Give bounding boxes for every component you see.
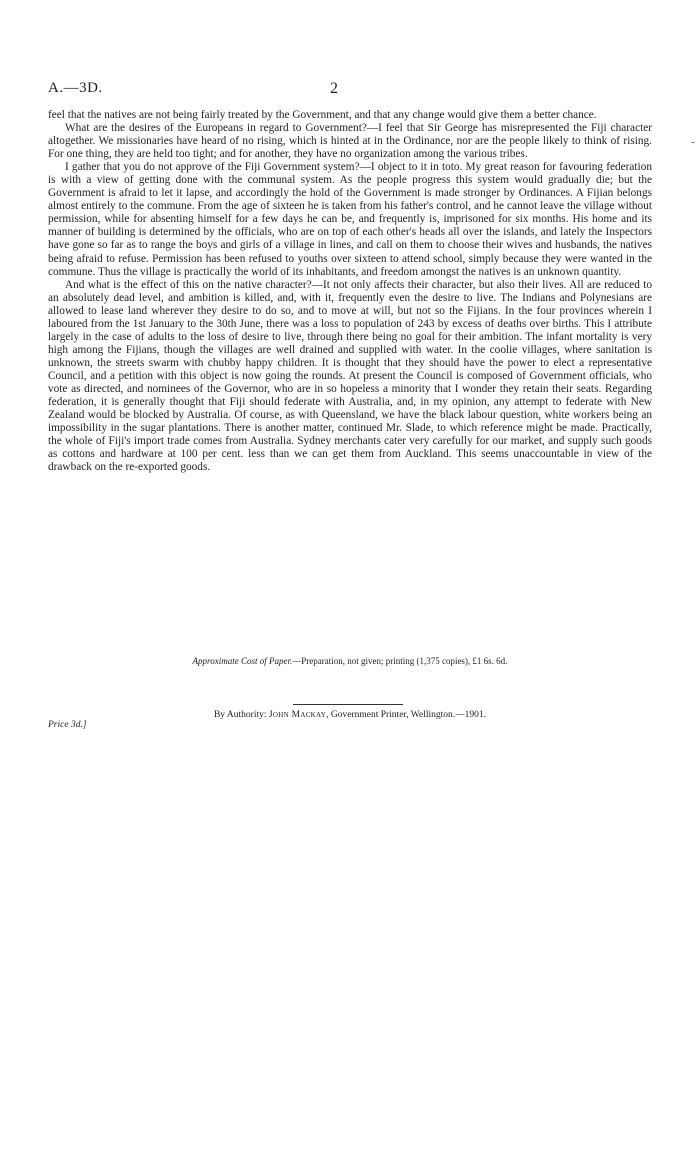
document-reference: A.—3D. (48, 80, 103, 96)
paragraph-government-system: I gather that you do not approve of the Fiji Government system?—I object to it in toto. My great reason for favouring federation is with a view of getting done with the communal system. As the people progress this system would gradually die; but the Government is afraid to let it lapse, and accordingly the hold of the Government is made stronger by Ordinances. A Fijian belongs almost entirely to the commune. From the age of sixteen he is taken from his father's control, and he cannot leave the village without permission, while for absenting himself for a few days he can be, and frequently is, imprisoned for six months. His home and its manner of building is determined by the officials, who are on top of each other's heads all over the islands, and lately the Inspectors have gone so far as to range the boys and girls of a village in lines, and call on them to choose their wives and husbands, the natives being afraid to refuse. Permission has been refused to youths over sixteen to attend school, simply because they were wanted in the commune. Thus the village is practically the world of its inhabitants, and freedom amongst the natives is an unknown quantity. (48, 161, 652, 278)
printer-name: John Mackay (268, 710, 327, 720)
margin-mark: - (691, 136, 695, 148)
page-number: 2 (330, 80, 338, 97)
cost-label: Approximate Cost of Paper. (192, 656, 293, 666)
printer-authority (48, 710, 652, 720)
price-note: Price 3d.] (48, 720, 87, 730)
paragraph-europeans-desires: What are the desires of the Europeans in regard to Government?—I feel that Sir George has misrepresented the Fiji character altogether. We missionaries have heard of no rising, which is hinted at in the Ordinance, nor are the people likely to think of rising. For one thing, they are held too tight; and for another, they have no organization among the various tribes. (48, 122, 652, 161)
divider-rule (293, 704, 403, 705)
body-text (48, 109, 652, 474)
paragraph-continuation: feel that the natives are not being fairly treated by the Government, and that any change would give them a better chance. (48, 109, 597, 121)
paragraph-native-character: And what is the effect of this on the native character?—It not only affects their character, but also their lives. All are reduced to an absolutely dead level, and ambition is killed, and, with it, frequently even the desire to live. The Indians and Polynesians are allowed to lease land wherever they desire to do so, and to move at will, but not so the Fijians. In the four provinces wherein I laboured from the 1st January to the 30th June, there was a loss to population of 243 by excess of deaths over births. This I attribute largely in the case of adults to the loss of desire to live, through there being no goal for their ambition. The infant mortality is very high among the Fijians, though the villages are well drained and supplied with water. In the coolie villages, where sanitation is unknown, the streets swarm with chubby happy children. It is thought that they should have the power to elect a representative Council, and a petition with this object is now going the rounds. At present the Council is composed of Government officials, who vote as directed, and nominees of the Governor, who are in so hopeless a minority that I wonder they retain their seats. Regarding federation, it is generally thought that Fiji should federate with Australia, and, in my opinion, any attempt to federate with New Zealand would be blocked by Australia. Of course, as with Queensland, we have the black labour question, white workers being an impossibility in the sugar plantations. There is another matter, continued Mr. Slade, to which reference might be made. Practically, the whole of Fiji's import trade comes from Australia. Sydney merchants cater very carefully for our market, and supply such goods as cottons and hardware at 100 per cent. less than we can get them from Auckland. This seems unaccountable in view of the drawback on the re-exported goods. (48, 278, 652, 474)
authority-prefix: By Authority: (213, 710, 269, 720)
cost-text: —Preparation, not given; printing (1,375 copies), £1 6s. 6d. (292, 656, 508, 666)
authority-suffix: , Government Printer, Wellington.—1901. (326, 710, 487, 720)
cost-of-paper (48, 656, 652, 666)
